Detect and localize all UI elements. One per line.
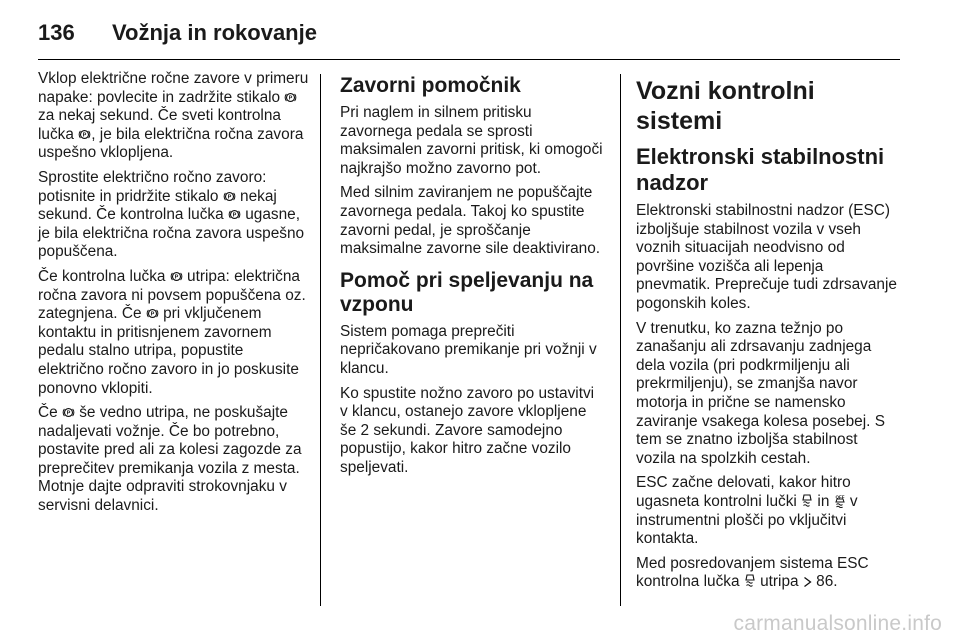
paragraph: Vklop električne ročne zavore v primeru napake: povlecite in zadržite stikalo P za nekaj sekund. Če sveti kontrolna lučka P , je bila električna ročna zavora uspešno vklopljena. <box>38 70 309 162</box>
svg-text:P: P <box>174 274 179 281</box>
svg-text:P: P <box>289 95 293 102</box>
esc-off-icon <box>834 494 846 508</box>
paragraph: Če kontrolna lučka P utripa: električna ročna zavora ni povsem popuščena oz. zategnjena. Če P pri vključenem kontaktu in pritisnjenem zavornem pedalu stalno utripa, popustite električno ročno zavoro in jo poskusite ponovno vklopiti. <box>38 267 306 397</box>
page-header <box>38 20 317 50</box>
svg-text:P: P <box>82 132 87 139</box>
parking-brake-icon <box>170 270 183 283</box>
header-rule <box>38 59 900 60</box>
parking-brake-icon <box>284 91 297 104</box>
parking-brake-icon <box>223 190 236 203</box>
page-reference-arrow-icon[interactable] <box>803 576 812 588</box>
paragraph: Če P še vedno utripa, ne poskušajte nadaljevati vožnje. Če bo potrebno, postavite pred ali za kolesi zagozde za preprečitev premikanja vozila z mesta. Motnje dajte odpraviti strokovnjaku v servisni delavnici. <box>38 404 302 515</box>
svg-text:P: P <box>66 410 71 417</box>
column-1 <box>38 70 310 522</box>
paragraph: ESC začne delovati, kakor hitro ugasneta kontrolni lučki in OFF v instrumentni plošči po vključitvi kontakta. <box>636 474 858 548</box>
svg-text:P: P <box>232 212 237 219</box>
column-divider <box>620 74 621 606</box>
paragraph: Sistem pomaga preprečiti nepričakovano premikanje pri vožnji v klancu. <box>340 322 597 377</box>
parking-brake-icon <box>228 208 241 221</box>
svg-text:P: P <box>150 311 155 318</box>
parking-brake-icon <box>62 406 75 419</box>
section-heading: Zavorni pomočnik <box>340 74 521 97</box>
paragraph: Ko spustite nožno zavoro po ustavitvi v klancu, ostanejo zavore vklopljene še 2 sekundi. Zavore samodejno popustijo, kakor hitro začne vozilo speljevati. <box>340 384 595 476</box>
svg-text:OFF: OFF <box>835 494 845 500</box>
page-reference[interactable]: 86. <box>811 573 838 591</box>
paragraph: Pri naglem in silnem pritisku zavornega pedala se sprosti maksimalen zavorni pritisk, ki omogoči najkrajšo možno zavorno pot. <box>340 104 603 177</box>
esc-active-icon <box>801 494 813 508</box>
section-heading: Pomoč pri speljevanju na vzponu <box>340 268 594 316</box>
paragraph: Sprostite električno ročno zavoro: potisnite in pridržite stikalo P nekaj sekund. Če kontrolna lučka P ugasne, je bila električna ročna zavora uspešno popuščena. <box>38 168 305 261</box>
column-2 <box>340 70 605 484</box>
paragraph: Elektronski stabilnostni nadzor (ESC) izboljšuje stabilnost vozila v vseh voznih situacijah neodvisno od površine vozišča ali lepenja pnevmatik. Preprečuje tudi zdrsavanje pogonskih koles. <box>636 202 897 312</box>
section-heading: Elektronski stabilnostni nadzor <box>636 144 885 195</box>
chapter-heading: Vozni kontrolni sistemi <box>636 77 815 135</box>
paragraph: Med posredovanjem sistema ESC kontrolna lučka utripa 86. <box>636 554 869 591</box>
column-divider <box>320 74 321 606</box>
paragraph: Med silnim zaviranjem ne popuščajte zavornega pedala. Takoj ko spustite zavorni pedal, je sproščanje maksimalne zavorne sile deaktivirano. <box>340 184 601 258</box>
parking-brake-icon <box>78 128 91 141</box>
esc-active-icon <box>744 574 756 588</box>
watermark: carmanualsonline.info <box>733 612 942 635</box>
parking-brake-icon <box>146 307 159 320</box>
page-number: 136 <box>38 20 75 45</box>
svg-text:P: P <box>227 194 232 201</box>
paragraph: V trenutku, ko zazna težnjo po zanašanju ali zdrsavanju zadnjega dela vozila (pri podkrmiljenju ali prekrmiljenju), se zmanjša navor motorja in prične se namensko zaviranje vsakega kolesa posebej. S tem se znatno izboljša stabilnost vozila na spolzkih cestah. <box>636 319 885 467</box>
page-title: Vožnja in rokovanje <box>112 20 317 45</box>
column-3 <box>636 70 898 598</box>
